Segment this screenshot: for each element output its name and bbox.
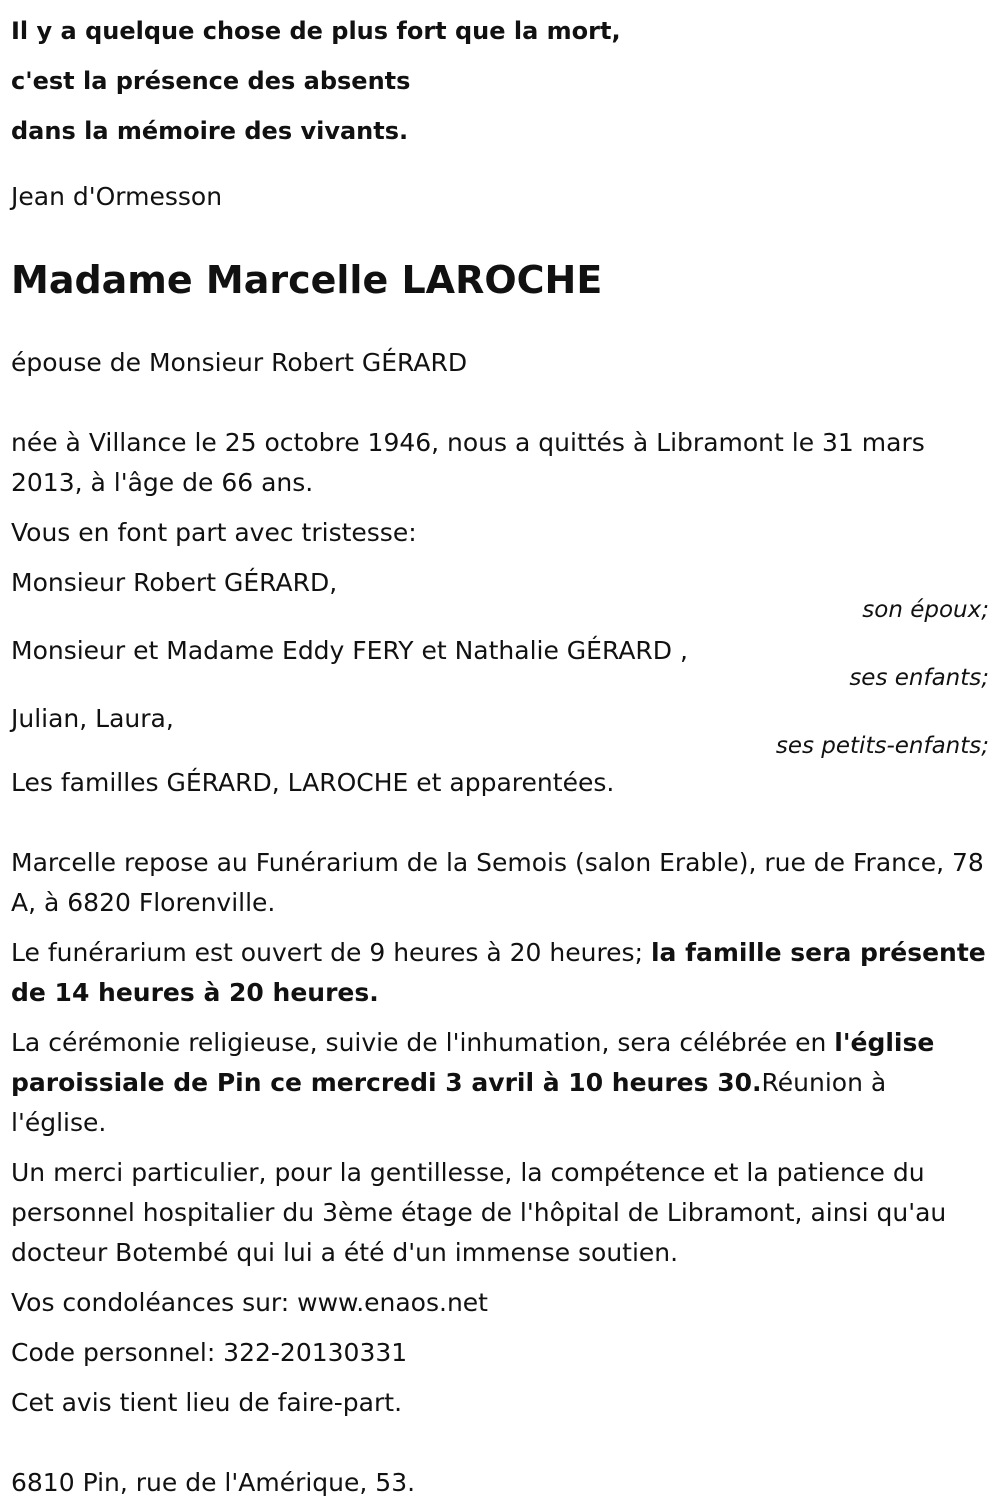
personal-code: Code personnel: 322-20130331 bbox=[11, 1338, 408, 1367]
relative-entry bbox=[11, 699, 989, 757]
family-address: 6810 Pin, rue de l'Amérique, 53. bbox=[11, 1468, 416, 1497]
relative-name: Monsieur Robert GÉRARD, bbox=[11, 568, 338, 597]
quote-line: Il y a quelque chose de plus fort que la mort, bbox=[11, 17, 621, 45]
relative-name: Julian, Laura, bbox=[11, 704, 174, 733]
quote-author: Jean d'Ormesson bbox=[11, 182, 223, 211]
ceremony-intro: La cérémonie religieuse, suivie de l'inhumation, sera célébrée en bbox=[11, 1028, 835, 1057]
relative-role: son époux; bbox=[862, 597, 989, 623]
announcement-intro: Vous en font part avec tristesse: bbox=[11, 518, 417, 547]
family-presence-text: la famille sera présente de 14 heures à 20 heures. bbox=[11, 938, 986, 1007]
spouse-line: épouse de Monsieur Robert GÉRARD bbox=[11, 348, 468, 377]
obituary-notice bbox=[0, 6, 1000, 1503]
relative-role: ses enfants; bbox=[849, 665, 989, 691]
quote-block bbox=[11, 6, 989, 156]
notice-text: Cet avis tient lieu de faire-part. bbox=[11, 1388, 403, 1417]
deceased-name: Madame Marcelle LAROCHE bbox=[11, 258, 603, 302]
families-line: Les familles GÉRARD, LAROCHE et apparentées. bbox=[11, 768, 615, 797]
relatives-list bbox=[11, 563, 989, 757]
relative-entry bbox=[11, 563, 989, 621]
ceremony-place-time: l'église paroissiale de Pin ce mercredi 3 avril à 10 heures 30. bbox=[11, 1028, 935, 1097]
thanks-text: Un merci particulier, pour la gentillesse, la compétence et la patience du personnel hospitalier du 3ème étage de l'hôpital de Libramont, ainsi qu'au docteur Botembé qui lui a été d'un immense soutien. bbox=[11, 1158, 947, 1267]
quote-line: dans la mémoire des vivants. bbox=[11, 117, 409, 145]
visiting-hours bbox=[11, 933, 989, 1013]
ceremony-meeting: Réunion à l'église. bbox=[11, 1068, 887, 1137]
birth-death-text: née à Villance le 25 octobre 1946, nous a quittés à Libramont le 31 mars 2013, à l'âge de 66 ans. bbox=[11, 428, 925, 497]
quote-line: c'est la présence des absents bbox=[11, 67, 411, 95]
repose-text: Marcelle repose au Funérarium de la Semois (salon Erable), rue de France, 78 A, à 6820 Florenville. bbox=[11, 848, 984, 917]
relative-entry bbox=[11, 631, 989, 689]
ceremony-text bbox=[11, 1023, 989, 1143]
condolences-link: Vos condoléances sur: www.enaos.net bbox=[11, 1288, 488, 1317]
visiting-hours-text: Le funérarium est ouvert de 9 heures à 20 heures; bbox=[11, 938, 651, 967]
relative-name: Monsieur et Madame Eddy FERY et Nathalie GÉRARD , bbox=[11, 636, 688, 665]
relative-role: ses petits-enfants; bbox=[775, 733, 989, 759]
